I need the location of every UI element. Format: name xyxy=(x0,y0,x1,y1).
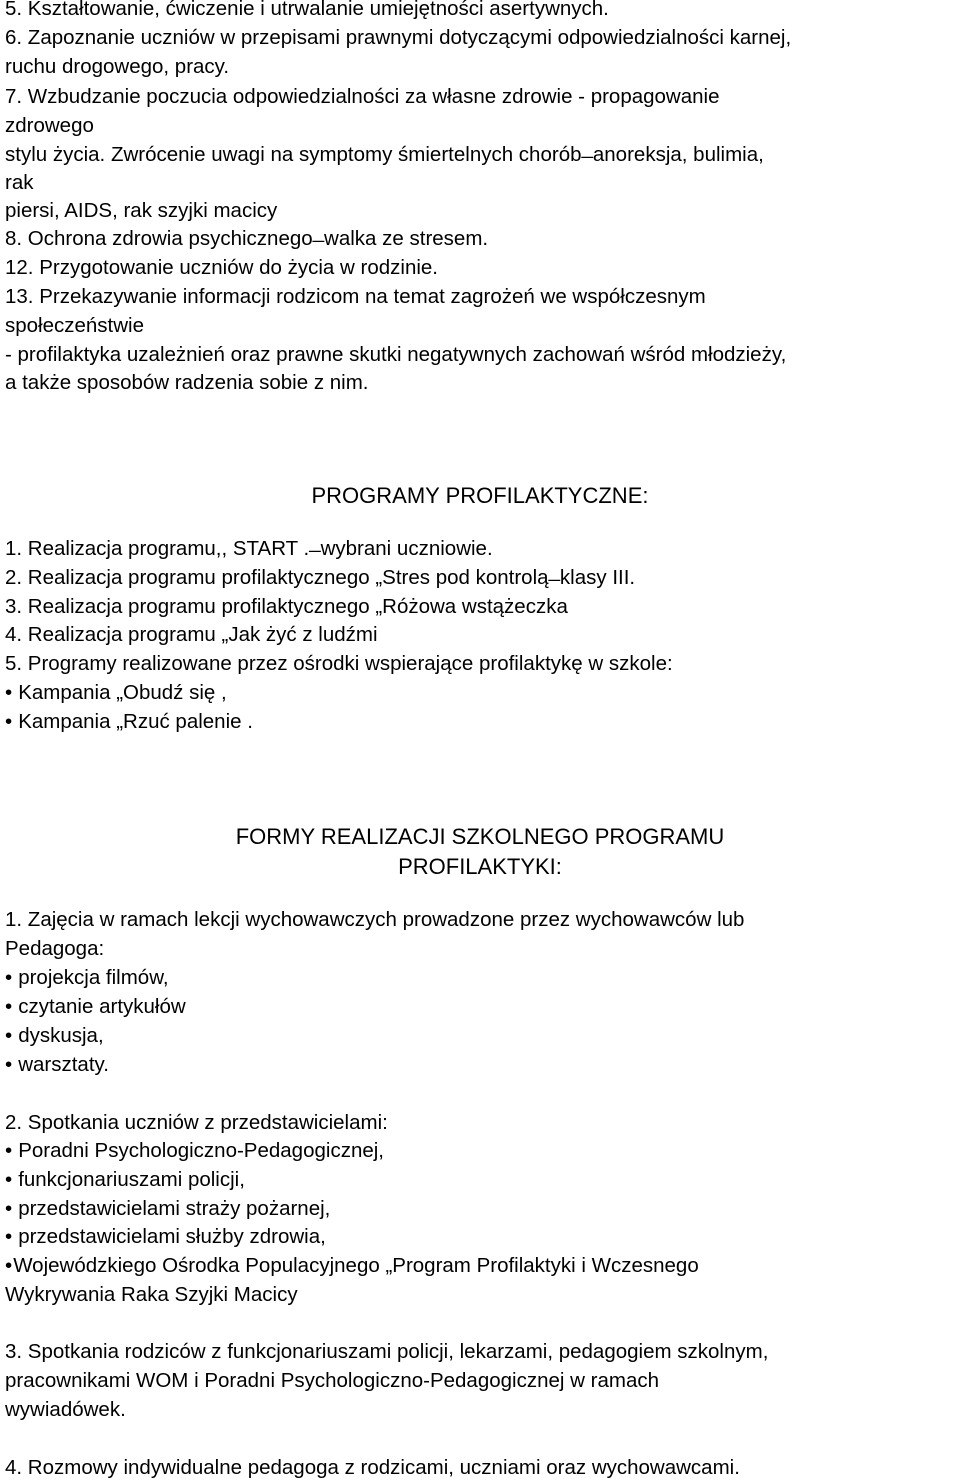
program-item: 5. Programy realizowane przez ośrodki wspierające profilaktykę w szkole: xyxy=(5,652,673,675)
form-item: 2. Spotkania uczniów z przedstawicielami: xyxy=(5,1111,388,1134)
text-line: 7. Wzbudzanie poczucia odpowiedzialności za własne zdrowie - propagowanie xyxy=(5,85,720,108)
bullet-icon: • xyxy=(5,1024,13,1047)
bullet-icon: • xyxy=(5,995,13,1018)
form-item: 4. Rozmowy indywidualne pedagoga z rodzicami, uczniami oraz wychowawcami. xyxy=(5,1456,740,1479)
text-line: piersi, AIDS, rak szyjki macicy xyxy=(5,199,278,222)
bullet-icon: • xyxy=(5,1254,13,1277)
form-item: Wykrywania Raka Szyjki Macicy xyxy=(5,1283,298,1306)
text-line: społeczeństwie xyxy=(5,314,145,337)
text-line: - profilaktyka uzależnień oraz prawne skutki negatywnych zachowań wśród młodzieży, xyxy=(5,343,787,366)
bullet-text: Wojewódzkiego Ośrodka Populacyjnego „Program Profilaktyki i Wczesnego xyxy=(13,1254,699,1277)
text-line: 13. Przekazywanie informacji rodzicom na temat zagrożeń we współczesnym xyxy=(5,285,706,308)
text-line: a także sposobów radzenia sobie z nim. xyxy=(5,371,369,394)
bullet-item xyxy=(5,1251,699,1280)
bullet-icon: • xyxy=(5,710,13,733)
text-line: zdrowego xyxy=(5,114,94,137)
bullet-item xyxy=(5,963,169,992)
bullet-item xyxy=(5,1136,384,1165)
text-line: 12. Przygotowanie uczniów do życia w rodzinie. xyxy=(5,256,438,279)
program-item: 4. Realizacja programu „Jak żyć z ludźmi xyxy=(5,623,378,646)
text-line: 8. Ochrona zdrowia psychicznego ̶ walka ze stresem. xyxy=(5,227,489,250)
program-item: 1. Realizacja programu,, START . ̶ wybrani uczniowie. xyxy=(5,537,493,560)
bullet-text: przedstawicielami służby zdrowia, xyxy=(18,1225,326,1248)
bullet-item xyxy=(5,1165,245,1194)
bullet-icon: • xyxy=(5,1197,13,1220)
bullet-icon: • xyxy=(5,1053,13,1076)
program-item: 3. Realizacja programu profilaktycznego „Różowa wstążeczka xyxy=(5,595,568,618)
text-line: rak xyxy=(5,171,34,194)
programs-heading: PROGRAMY PROFILAKTYCZNE: xyxy=(311,483,649,508)
text-line: ruchu drogowego, pracy. xyxy=(5,55,230,78)
bullet-text: Poradni Psychologiczno-Pedagogicznej, xyxy=(18,1139,384,1162)
text-line: stylu życia. Zwrócenie uwagi na symptomy śmiertelnych chorób ̶ anoreksja, bulimia, xyxy=(5,143,764,166)
forms-heading-continued: PROFILAKTYKI: xyxy=(398,854,562,879)
bullet-icon: • xyxy=(5,1139,13,1162)
text-line: 5. Kształtowanie, ćwiczenie i utrwalanie umiejętności asertywnych. xyxy=(5,0,609,20)
bullet-text: przedstawicielami straży pożarnej, xyxy=(18,1197,331,1220)
bullet-text: Kampania „Obudź się , xyxy=(18,681,227,704)
bullet-text: projekcja filmów, xyxy=(18,966,169,989)
bullet-icon: • xyxy=(5,966,13,989)
bullet-text: czytanie artykułów xyxy=(18,995,186,1018)
form-item: Pedagoga: xyxy=(5,937,105,960)
text-line: 6. Zapoznanie uczniów w przepisami prawnymi dotyczącymi odpowiedzialności karnej, xyxy=(5,26,792,49)
bullet-text: warsztaty. xyxy=(18,1053,109,1076)
bullet-text: dyskusja, xyxy=(18,1024,104,1047)
bullet-icon: • xyxy=(5,1168,13,1191)
form-item: 1. Zajęcia w ramach lekcji wychowawczych prowadzone przez wychowawców lub xyxy=(5,908,745,931)
bullet-item xyxy=(5,992,186,1021)
form-item: wywiadówek. xyxy=(5,1398,126,1421)
bullet-text: funkcjonariuszami policji, xyxy=(18,1168,245,1191)
bullet-item xyxy=(5,678,227,707)
form-item: pracownikami WOM i Poradni Psychologiczno-Pedagogicznej w ramach xyxy=(5,1369,659,1392)
form-item: 3. Spotkania rodziców z funkcjonariuszami policji, lekarzami, pedagogiem szkolnym, xyxy=(5,1340,769,1363)
forms-heading: FORMY REALIZACJI SZKOLNEGO PROGRAMU xyxy=(235,824,725,849)
bullet-text: Kampania „Rzuć palenie . xyxy=(18,710,253,733)
bullet-icon: • xyxy=(5,681,13,704)
bullet-item xyxy=(5,1194,330,1223)
program-item: 2. Realizacja programu profilaktycznego „Stres pod kontrolą ̶ klasy III. xyxy=(5,566,636,589)
bullet-item xyxy=(5,1021,104,1050)
bullet-item xyxy=(5,1222,326,1251)
bullet-item xyxy=(5,1050,109,1079)
bullet-item xyxy=(5,707,253,736)
bullet-icon: • xyxy=(5,1225,13,1248)
